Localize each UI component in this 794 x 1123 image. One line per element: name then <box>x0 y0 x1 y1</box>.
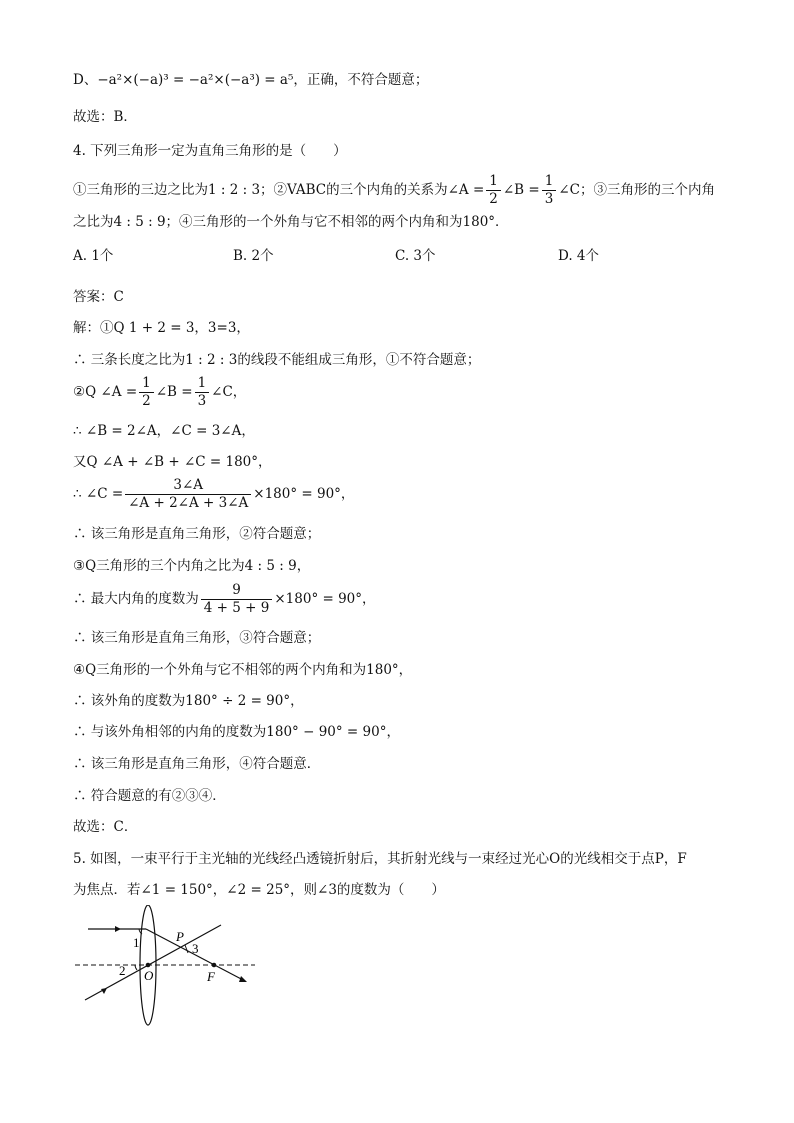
solution-step-6 <box>73 477 354 512</box>
solution-step-1: 解：①Q 1 + 2 = 3，3=3， <box>73 320 250 336</box>
solution-step-10: ∴ 该三角形是直角三角形，③符合题意； <box>73 630 321 646</box>
step-text: ×180° = 90°， <box>253 486 355 502</box>
fraction-denominator: 3 <box>197 393 207 409</box>
point-f-dot <box>212 963 217 968</box>
step-text: ∠C， <box>211 384 247 400</box>
angle-3-label: 3 <box>192 941 199 956</box>
point-p-label: P <box>176 929 184 944</box>
solution-step-7: ∴ 该三角形是直角三角形，②符合题意； <box>73 526 321 542</box>
lens-diagram <box>73 905 263 1034</box>
step-text: ②Q ∠A = <box>73 384 138 400</box>
question-5-stem-line1: 5. 如图，一束平行于主光轴的光线经凸透镜折射后，其折射光线与一束经过光心O的光线相交于点P，F <box>73 851 687 867</box>
fraction-numerator: 1 <box>486 173 501 191</box>
fraction-denominator: 4 + 5 + 9 <box>203 600 270 616</box>
solution-step-16: 故选：C． <box>73 819 138 835</box>
solution-step-4: ∴ ∠B = 2∠A，∠C = 3∠A， <box>73 423 255 439</box>
solution-step-8: ③Q三角形的三个内角之比为4 : 5 : 9， <box>73 558 311 574</box>
fraction-third <box>195 375 210 410</box>
question-4-stem: 4. 下列三角形一定为直角三角形的是（ ） <box>73 143 347 159</box>
solution-step-15: ∴ 符合题意的有②③④． <box>73 788 226 804</box>
fraction-numerator: 9 <box>201 582 273 600</box>
solution-step-12: ∴ 该外角的度数为180° ÷ 2 = 90°， <box>73 693 304 709</box>
cond-text-a: ①三角形的三边之比为1 : 2 : 3；②VABC的三个内角的关系为∠A = <box>73 182 485 198</box>
angle-2-mark <box>135 965 137 970</box>
point-f-label: F <box>207 969 215 984</box>
lens-diagram-svg <box>73 905 263 1030</box>
fraction-denominator: ∠A + 2∠A + 3∠A <box>128 495 249 511</box>
step-text: ×180° = 90°， <box>274 591 376 607</box>
point-o-label: O <box>144 968 154 983</box>
fraction-half <box>139 375 154 410</box>
solution-step-9 <box>73 582 376 617</box>
step-text: ∴ 最大内角的度数为 <box>73 591 199 607</box>
solution-step-14: ∴ 该三角形是直角三角形，④符合题意． <box>73 756 321 772</box>
option-b: B. 2个 <box>233 248 274 264</box>
angle-1-label: 1 <box>133 935 140 950</box>
cond-text-c: ∠C；③三角形的三个内角 <box>558 182 715 198</box>
option-a: A. 1个 <box>73 248 114 264</box>
question-5-stem-line2: 为焦点．若∠1 = 150°，∠2 = 25°，则∠3的度数为（ ） <box>73 882 445 898</box>
option-d-line: D、−a²×(−a)³ = −a²×(−a³) = a⁵，正确，不符合题意； <box>73 72 429 88</box>
angle-2-label: 2 <box>119 963 126 978</box>
option-d: D. 4个 <box>558 248 600 264</box>
fraction-denominator: 3 <box>544 191 554 207</box>
solution-step-2: ∴ 三条长度之比为1 : 2 : 3的线段不能组成三角形，①不符合题意； <box>73 352 481 368</box>
fraction-numerator: 1 <box>195 375 210 393</box>
question-4-conditions-line2: 之比为4 : 5 : 9；④三角形的一个外角与它不相邻的两个内角和为180°． <box>73 214 509 230</box>
solution-step-3 <box>73 375 246 410</box>
fraction-third <box>542 173 557 208</box>
fraction-angle-c <box>125 477 251 512</box>
answer-choice-b: 故选：B． <box>73 109 137 125</box>
solution-step-5: 又Q ∠A + ∠B + ∠C = 180°， <box>73 454 272 470</box>
solution-step-13: ∴ 与该外角相邻的内角的度数为180° − 90° = 90°， <box>73 724 400 740</box>
fraction-numerator: 3∠A <box>125 477 251 495</box>
step-text: ∴ ∠C = <box>73 486 124 502</box>
fraction-denominator: 2 <box>489 191 498 207</box>
ray-arrow-icon <box>115 926 121 932</box>
fraction-denominator: 2 <box>142 393 151 409</box>
fraction-half <box>486 173 501 208</box>
option-c: C. 3个 <box>395 248 436 264</box>
refracted-arrow-icon <box>239 976 247 982</box>
fraction-numerator: 1 <box>542 173 557 191</box>
solution-step-11: ④Q三角形的一个外角与它不相邻的两个内角和为180°， <box>73 662 413 678</box>
angle-3-mark <box>185 945 188 953</box>
question-4-conditions-line1 <box>73 173 715 208</box>
step-text: ∠B = <box>155 384 193 400</box>
cond-text-b: ∠B = <box>502 182 540 198</box>
fraction-numerator: 1 <box>139 375 154 393</box>
fraction-max-angle <box>201 582 273 617</box>
point-o-dot <box>146 963 151 968</box>
answer-line: 答案：C <box>73 289 124 305</box>
